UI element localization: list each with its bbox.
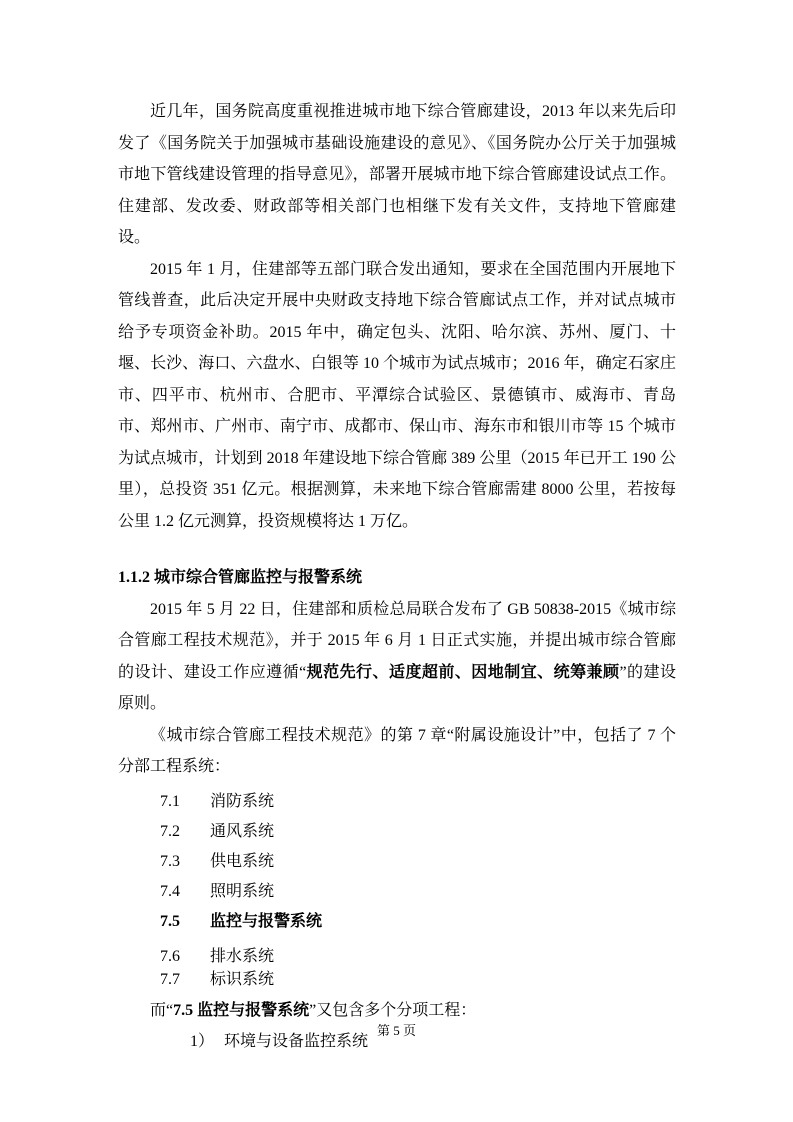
paragraph-monitoring-sub-intro-pre: 而“ (150, 1001, 174, 1019)
list-item-number: 7.2 (160, 822, 180, 840)
page-number: 第 5 页 (376, 1023, 416, 1038)
list-item-7-5 (160, 907, 676, 937)
paragraph-gb-standard (118, 594, 676, 720)
list-item-label: 排水系统 (210, 947, 275, 965)
paragraph-gb-standard-text: 2015 年 5 月 22 日，住建部和质检总局联合发布了 GB 50838-2015《城市综合管廊工程技术规范》，并于 2015 年 6 月 1 日正式实施，并提出城市综合管廊的设计、建设工作应遵循“ (118, 600, 676, 681)
list-item-7-7 (160, 965, 676, 995)
list-item-label: 通风系统 (210, 822, 275, 840)
list-item-number: 7.3 (160, 852, 180, 870)
list-item-number: 7.4 (160, 882, 180, 900)
document-body (118, 96, 676, 1058)
paragraph-pilot-cities: 2015 年 1 月，住建部等五部门联合发出通知，要求在全国范围内开展地下管线普查，此后决定开展中央财政支持地下综合管廊试点工作，并对试点城市给予专项资金补助。2015 年中，确定包头、沈阳、哈尔滨、苏州、厦门、十堰、长沙、海口、六盘水、白银等 10 个城市为试点城市；2016 年，确定石家庄市、四平市、杭州市、合肥市、平潭综合试验区、景德镇市、威海市、青岛市、郑州市、广州市、南宁市、成都市、保山市、海东市和银川市等 15 个城市为试点城市，计划到 2018 年建设地下综合管廊 389 公里（2015 年已开工 190 公里），总投资 351 亿元。根据测算，未来地下综合管廊需建 8000 公里，若按每公里 1.2 亿元测算，投资规模将达 1 万亿。 (118, 260, 676, 530)
paragraph-policy-overview: 近几年，国务院高度重视推进城市地下综合管廊建设，2013 年以来先后印发了《国务院关于加强城市基础设施建设的意见》、《国务院办公厅关于加强城市地下管线建设管理的指导意见》，部署开展城市地下综合管廊建设试点工作。住建部、发改委、财政部等相关部门也相继下发有关文件，支持地下管廊建设。 (118, 103, 676, 246)
list-item-number: 7.7 (160, 970, 180, 988)
paragraph-gb-standard-tail: ”的建设原则。 (118, 663, 676, 712)
list-item-label: 供电系统 (210, 852, 275, 870)
list-item-7-3 (160, 847, 676, 877)
subsystem-list (118, 787, 676, 995)
section-heading-1-1-2: 1.1.2 城市综合管廊监控与报警系统 (118, 569, 363, 586)
paragraph-monitoring-sub-intro-bold: 7.5 监控与报警系统 (173, 1001, 310, 1019)
list-item-label: 标识系统 (210, 970, 275, 988)
list-item-number: 7.5 (160, 912, 180, 930)
sub-list-item-label: 环境与设备监控系统 (224, 1033, 369, 1050)
list-item-label: 消防系统 (210, 792, 275, 810)
list-item-7-2 (160, 817, 676, 847)
list-item-label: 照明系统 (210, 882, 275, 900)
page-footer (0, 1022, 793, 1040)
list-item-number: 7.1 (160, 792, 180, 810)
paragraph-monitoring-sub-intro-tail: ”又包含多个分项工程： (309, 1001, 477, 1019)
paragraph-gb-standard-bold-principles: 规范先行、适度超前、因地制宜、统筹兼顾 (306, 663, 620, 681)
paragraph-chapter7-intro: 《城市综合管廊工程技术规范》的第 7 章“附属设施设计”中，包括了 7 个分部工程系统： (118, 726, 676, 775)
list-item-7-1 (160, 787, 676, 817)
list-item-label: 监控与报警系统 (210, 912, 323, 930)
list-item-7-4 (160, 877, 676, 907)
list-item-number: 7.6 (160, 947, 180, 965)
sub-list-item-number: 1） (190, 1033, 215, 1050)
